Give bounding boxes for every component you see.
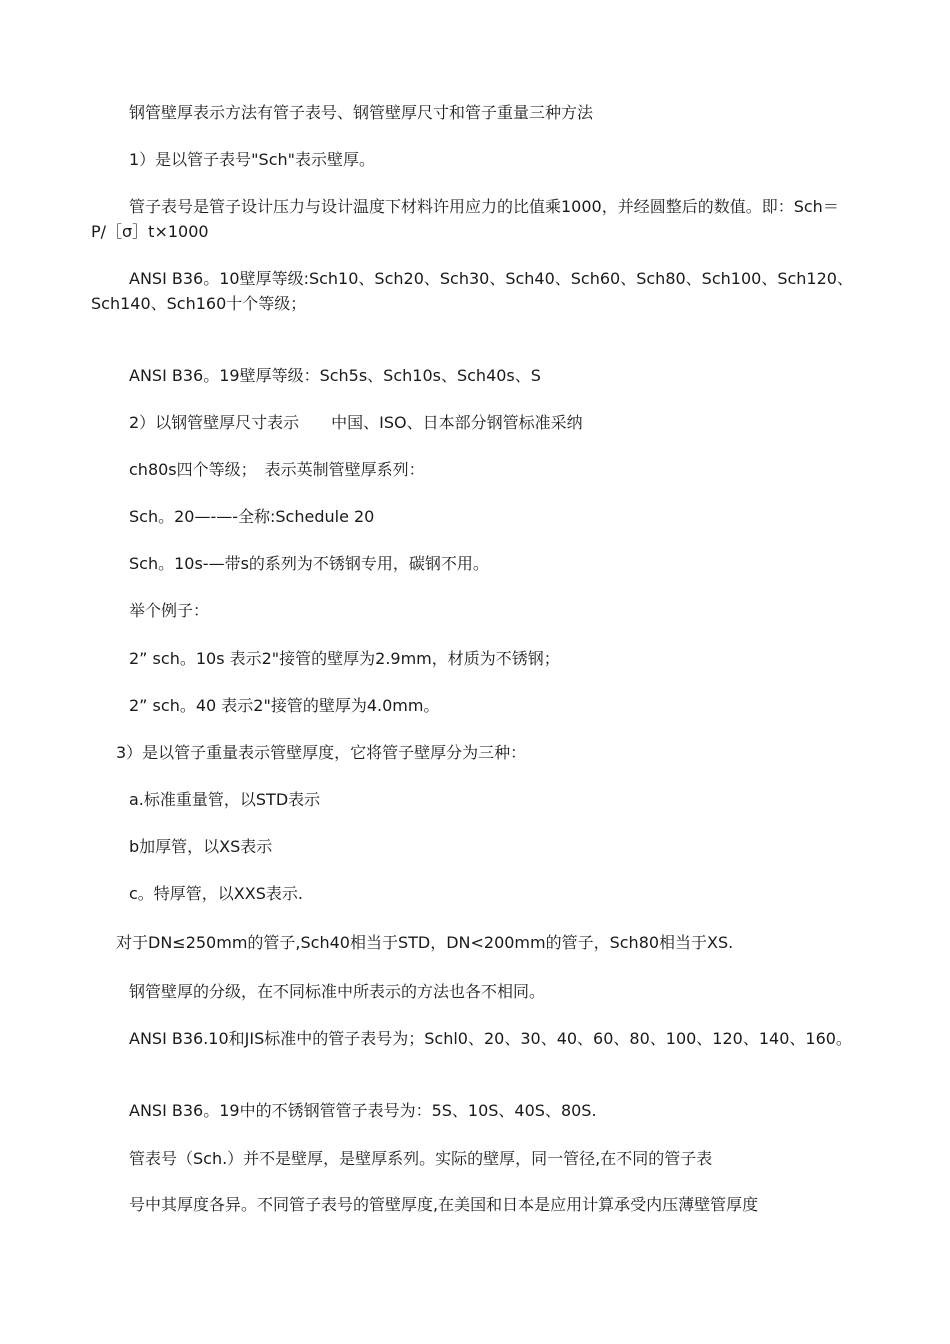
paragraph-ch80s: ch80s四个等级； 表示英制管壁厚系列： [129,460,425,479]
paragraph-intro: 钢管壁厚表示方法有管子表号、钢管壁厚尺寸和管子重量三种方法 [129,103,594,122]
paragraph-sch20: Sch。20—-—-全称:Schedule 20 [129,507,375,526]
paragraph-example-heading: 举个例子： [129,601,210,620]
paragraph-sch-definition: 管子表号是管子设计压力与设计温度下材料许用应力的比值乘1000，并经圆整后的数值。即：Sch＝P/［σ］t×1000 [91,197,839,241]
paragraph-example-2: 2” sch。40 表示2"接管的壁厚为4.0mm。 [129,696,440,715]
paragraph-ansi-b36-10: ANSI B36。10壁厚等级:Sch10、Sch20、Sch30、Sch40、Sch60、Sch80、Sch100、Sch120、Sch140、Sch160十个等级； [91,269,853,313]
paragraph-stainless-schedule: ANSI B36。19中的不锈钢管管子表号为：5S、10S、40S、80S. [129,1101,597,1120]
paragraph-method-2: 2）以钢管壁厚尺寸表示 中国、ISO、日本部分钢管标准采纳 [129,413,583,432]
paragraph-schedule-note-1: 管表号（Sch.）并不是壁厚，是壁厚系列。实际的壁厚，同一管径,在不同的管子表 [129,1149,713,1168]
paragraph-dn-equivalence: 对于DN≤250mm的管子,Sch40相当于STD，DN<200mm的管子，Sch80相当于XS. [116,933,734,952]
paragraph-xs: b加厚管，以XS表示 [129,837,273,856]
paragraph-schedule-note-2: 号中其厚度各异。不同管子表号的管壁厚度,在美国和日本是应用计算承受内压薄壁管厚度 [129,1195,759,1214]
paragraph-method-1: 1）是以管子表号"Sch"表示壁厚。 [129,150,375,169]
paragraph-xxs: c。特厚管，以XXS表示. [129,884,303,903]
paragraph-jis-schedule: ANSI B36.10和JIS标准中的管子表号为；Schl0、20、30、40、60、80、100、120、140、160。 [129,1029,852,1048]
paragraph-grading: 钢管壁厚的分级，在不同标准中所表示的方法也各不相同。 [129,982,546,1001]
paragraph-std: a.标准重量管，以STD表示 [129,790,321,809]
paragraph-sch10s: Sch。10s-—带s的系列为不锈钢专用，碳钢不用。 [129,554,489,573]
paragraph-example-1: 2” sch。10s 表示2"接管的壁厚为2.9mm，材质为不锈钢； [129,649,560,668]
paragraph-method-3: 3）是以管子重量表示管壁厚度，它将管子壁厚分为三种： [116,743,527,762]
paragraph-ansi-b36-19: ANSI B36。19壁厚等级：Sch5s、Sch10s、Sch40s、S [129,366,541,385]
